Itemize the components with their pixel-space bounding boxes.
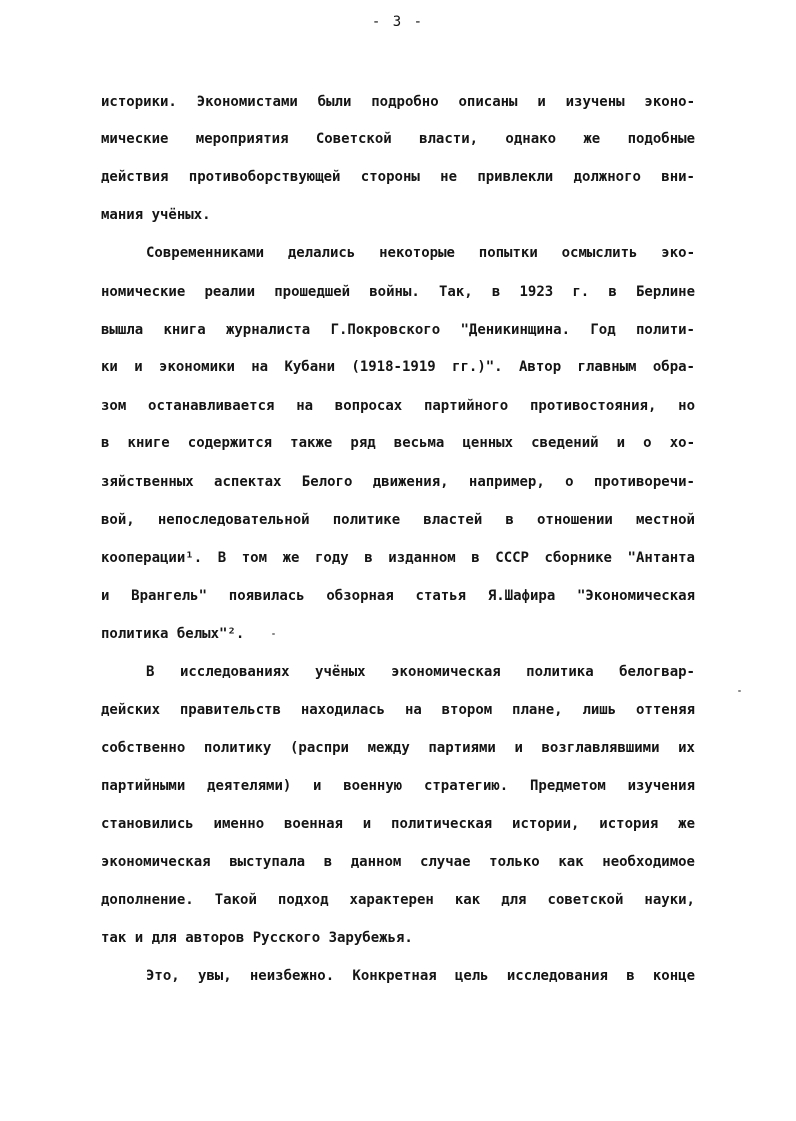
paragraph-line: и Врангель" появилась обзорная статья Я.Шафира "Экономическая — [101, 588, 695, 604]
paragraph-line: зом останавливается на вопросах партийного противостояния, но — [101, 398, 695, 414]
paragraph-line: мания учёных. — [101, 207, 211, 223]
paragraph-line: собственно политику (распри между партиями и возглавлявшими их — [101, 740, 695, 756]
paragraph-line: дополнение. Такой подход характерен как для советской науки, — [101, 892, 695, 908]
paragraph-line: действия противоборствующей стороны не привлекли должного вни- — [101, 169, 695, 185]
paragraph-line: В исследованиях учёных экономическая политика белогвар- — [146, 664, 695, 680]
paragraph-line: Современниками делались некоторые попытки осмыслить эко- — [146, 245, 695, 261]
paragraph-line: вышла книга журналиста Г.Покровского "Деникинщина. Год полити- — [101, 322, 695, 338]
paragraph-line: Это, увы, неизбежно. Конкретная цель исследования в конце — [146, 968, 695, 984]
paragraph-line: политика белых"². — [101, 626, 245, 642]
page-number: - 3 - — [371, 14, 425, 30]
paragraph-line: экономическая выступала в данном случае только как необходимое — [101, 854, 695, 870]
paragraph-line: так и для авторов Русского Зарубежья. — [101, 930, 413, 946]
paragraph-line: вой, непоследовательной политике властей в отношении местной — [101, 512, 695, 528]
paragraph-line: дейских правительств находилась на втором плане, лишь оттеняя — [101, 702, 695, 718]
paragraph-line: историки. Экономистами были подробно описаны и изучены эконо- — [101, 94, 695, 110]
paragraph-line: номические реалии прошедшей войны. Так, в 1923 г. в Берлине — [101, 284, 695, 300]
paragraph-line: мические мероприятия Советской власти, однако же подобные — [101, 131, 695, 147]
paragraph-line: партийными деятелями) и военную стратегию. Предметом изучения — [101, 778, 695, 794]
scan-speck — [738, 690, 741, 692]
paragraph-line: зяйственных аспектах Белого движения, например, о противоречи- — [101, 474, 695, 490]
paragraph-line: становились именно военная и политическая истории, история же — [101, 816, 695, 832]
paragraph-line: кооперации¹. В том же году в изданном в СССР сборнике "Антанта — [101, 550, 695, 566]
paragraph-line: ки и экономики на Кубани (1918-1919 гг.)". Автор главным обра- — [101, 359, 695, 375]
paragraph-line: в книге содержится также ряд весьма ценных сведений и о хо- — [101, 435, 695, 451]
scan-speck — [272, 633, 275, 635]
